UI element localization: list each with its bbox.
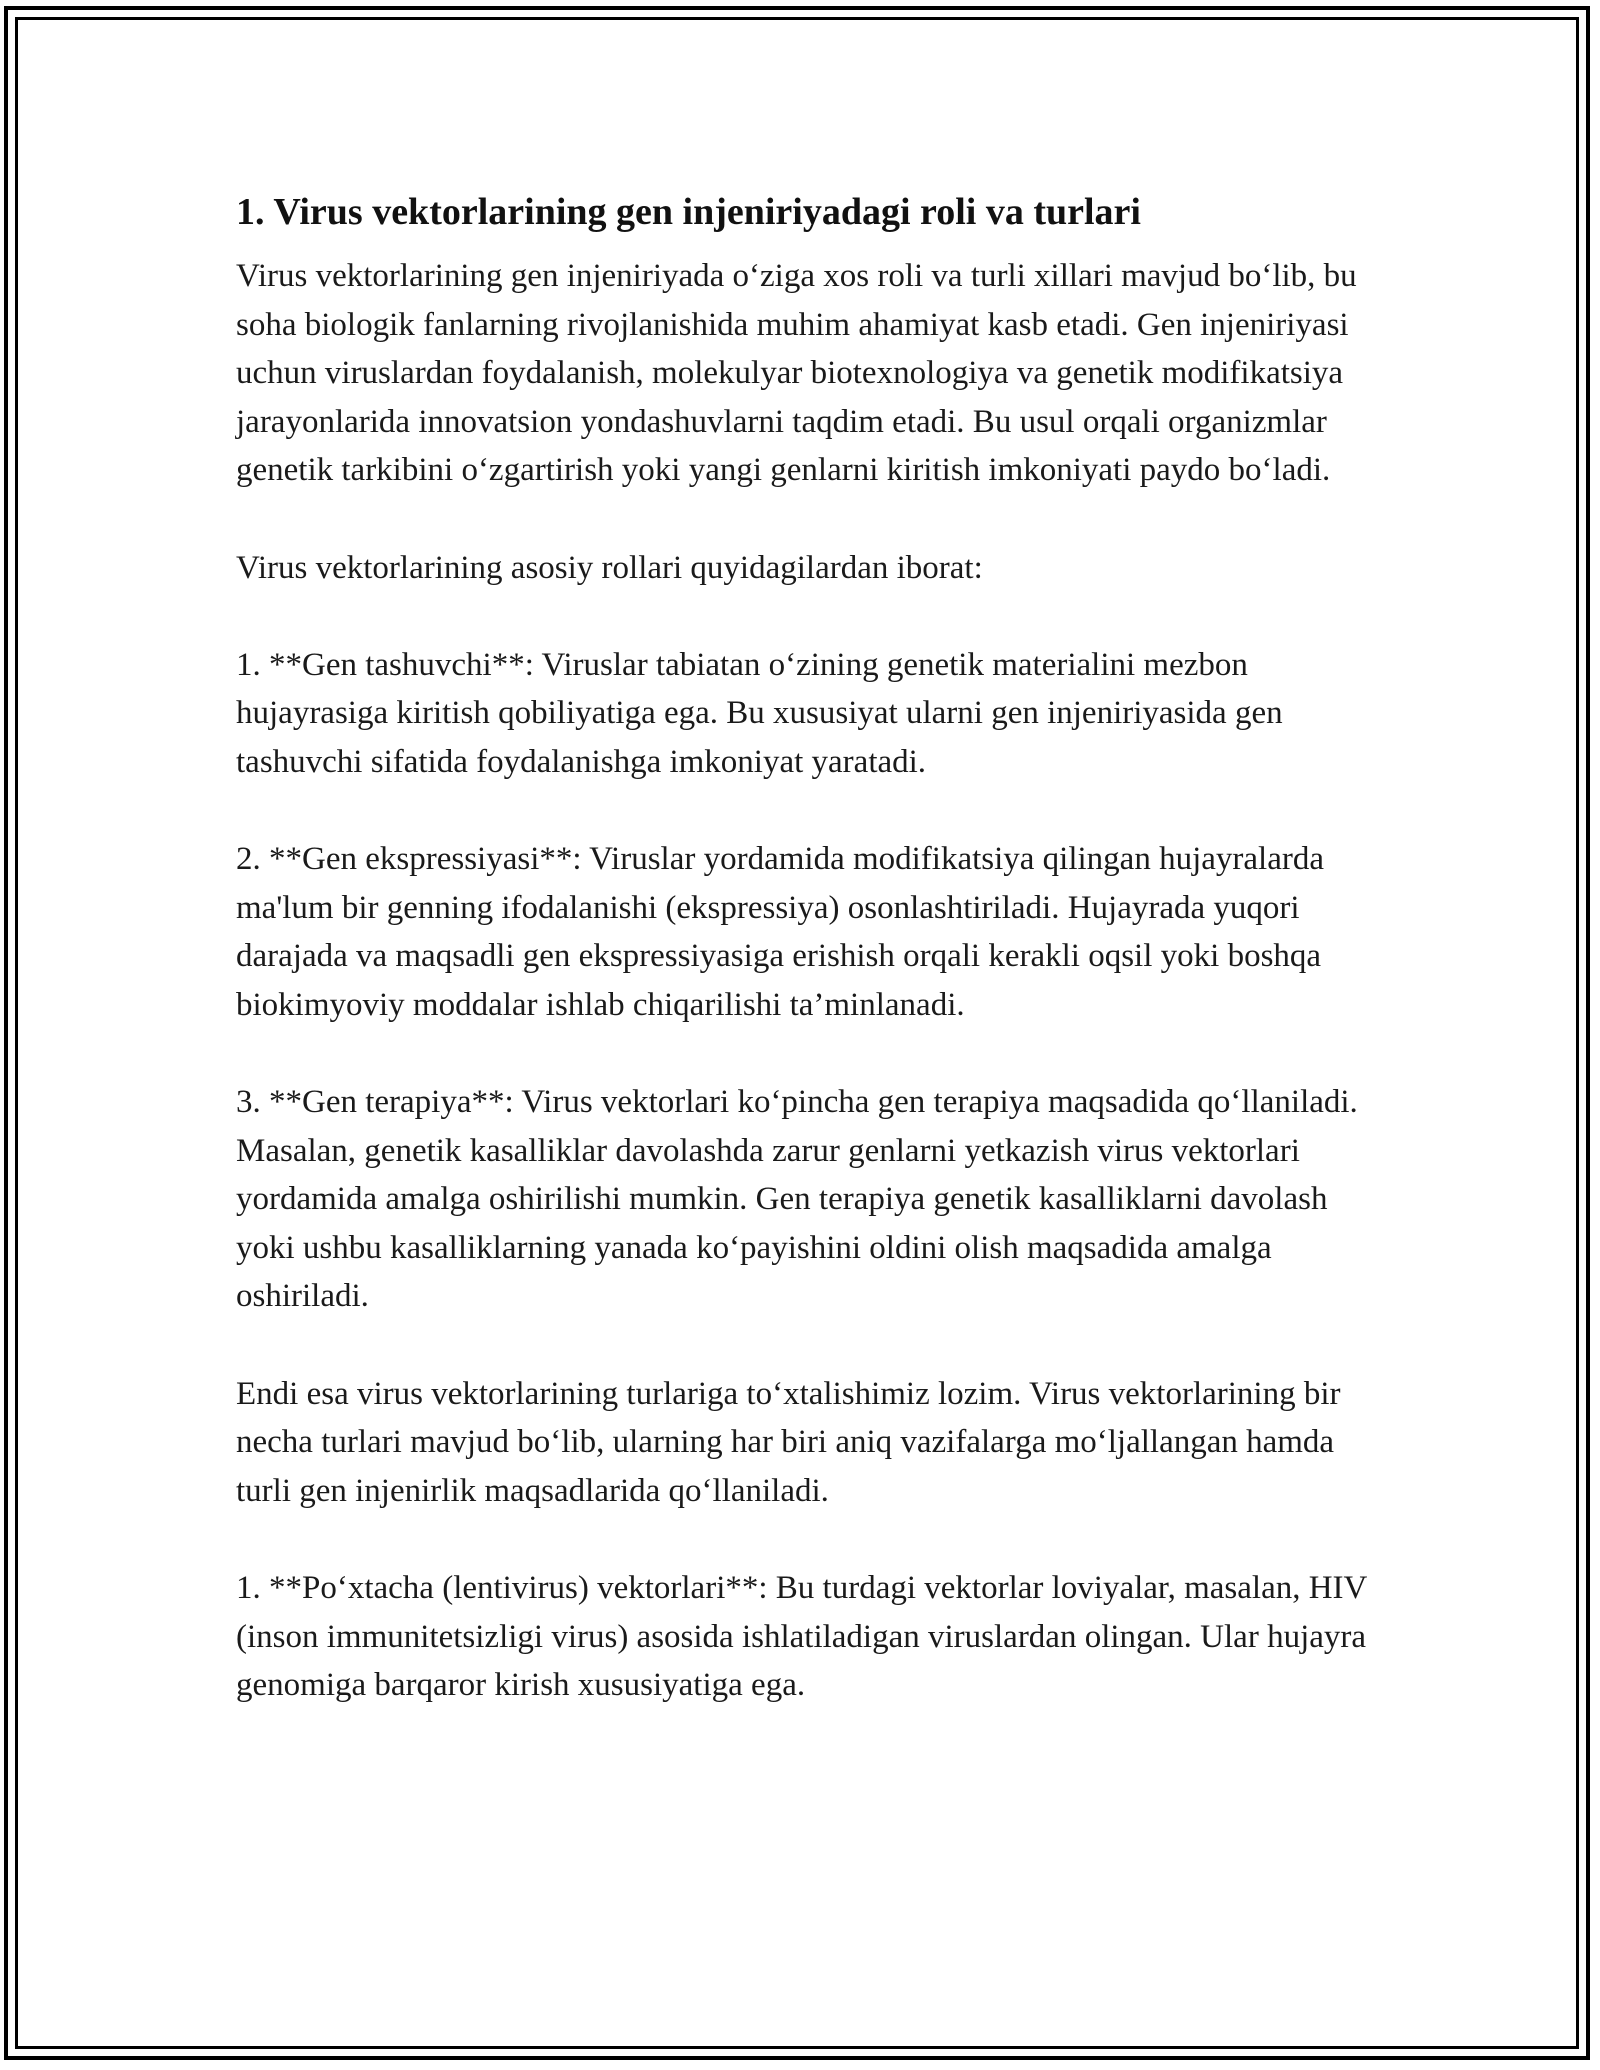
paragraph-roles-lead: Virus vektorlarining asosiy rollari quyidagilardan iborat:: [236, 549, 983, 586]
paragraph-types-lead: Endi esa virus vektorlarining turlariga to‘xtalishimiz lozim. Virus vektorlarining bir necha turlari mavjud bo‘lib, ularning har biri aniq vazifalarga mo‘ljallangan hamda turli gen injenirlik maqsadlarida qo‘llaniladi.: [236, 1375, 1341, 1509]
paragraph-gene-therapy: 3. **Gen terapiya**: Virus vektorlari ko‘pincha gen terapiya maqsadida qo‘llaniladi. Masalan, genetik kasalliklar davolashda zarur genlarni yetkazish virus vektorlari yordamida amalga oshirilishi mumkin. Gen terapiya genetik kasalliklarni davolash yoki ushbu kasalliklarning yanada ko‘payishini oldini olish maqsadida amalga oshiriladi.: [236, 1084, 1358, 1315]
paragraph-lentivirus: 1. **Po‘xtacha (lentivirus) vektorlari**: Bu turdagi vektorlar loviyalar, masalan, HIV (inson immunitetsizligi virus) asosida ishlatiladigan viruslardan olingan. Ular hujayra genomiga barqaror kirish xususiyatiga ega.: [236, 1570, 1367, 1704]
paragraph-gene-expression: 2. **Gen ekspressiyasi**: Viruslar yordamida modifikatsiya qilingan hujayralarda ma'lum bir genning ifodalanishi (ekspressiya) osonlashtiriladi. Hujayrada yuqori darajada va maqsadli gen ekspressiyasiga erishish orqali kerakli oqsil yoki boshqa biokimyoviy moddalar ishlab chiqarilishi ta’minlanadi.: [236, 841, 1324, 1023]
document-body: [236, 186, 1386, 1710]
paragraph-intro: Virus vektorlarining gen injeniriyada o‘ziga xos roli va turli xillari mavjud bo‘lib, bu soha biologik fanlarning rivojlanishida muhim ahamiyat kasb etadi. Gen injeniriyasi uchun viruslardan foydalanish, molekulyar biotexnologiya va genetik modifikatsiya jarayonlarida innovatsion yondashuvlarni taqdim etadi. Bu usul orqali organizmlar genetik tarkibini o‘zgartirish yoki yangi genlarni kiritish imkoniyati paydo bo‘ladi.: [236, 258, 1357, 489]
document-title: 1. Virus vektorlarining gen injeniriyadagi roli va turlari: [236, 191, 1141, 233]
paragraph-gene-carrier: 1. **Gen tashuvchi**: Viruslar tabiatan o‘zining genetik materialini mezbon hujayrasiga kiritish qobiliyatiga ega. Bu xususiyat ularni gen injeniriyasida gen tashuvchi sifatida foydalanishga imkoniyat yaratadi.: [236, 646, 1283, 780]
